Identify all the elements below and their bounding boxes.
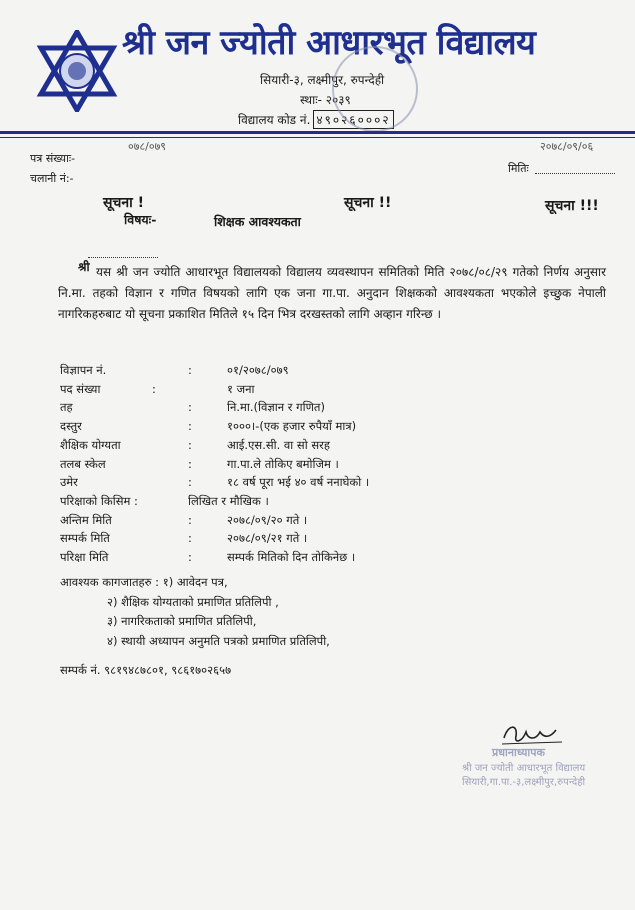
document-item: २) शैक्षिक योग्यताको प्रमाणित प्रतिलिपी , bbox=[107, 595, 279, 609]
detail-value: नि.मा.(विज्ञान र गणित) bbox=[227, 400, 325, 415]
detail-value: १०००।-(एक हजार रुपैयाँ मात्र) bbox=[227, 419, 357, 434]
detail-colon: : bbox=[152, 381, 156, 396]
detail-value: गा.पा.ले तोकिए बमोजिम । bbox=[227, 456, 339, 471]
detail-value: १८ वर्ष पूरा भई ४० वर्ष ननाघेको । bbox=[227, 475, 370, 490]
detail-label: दस्तुर bbox=[60, 419, 82, 434]
detail-colon: : bbox=[188, 437, 192, 452]
detail-value: लिखित र मौखिक । bbox=[188, 493, 269, 508]
school-code-value: ४९०२६०००२ bbox=[313, 110, 393, 129]
detail-colon: : bbox=[188, 550, 192, 564]
salutation: श्री bbox=[78, 260, 90, 274]
signature-school: श्री जन ज्योती आधारभूत विद्यालय bbox=[462, 763, 586, 774]
header-rule-thick bbox=[0, 131, 635, 134]
detail-label: पद संख्या bbox=[60, 381, 101, 396]
fiscal-year: ०७८/०७९ bbox=[128, 140, 167, 153]
detail-colon: : bbox=[188, 531, 192, 546]
detail-label: परिक्षा मिति bbox=[60, 550, 109, 564]
notice-heading-1: सूचना ! bbox=[103, 195, 145, 211]
documents-heading: आवश्यक कागजातहरु : १) आवेदन पत्र, bbox=[60, 575, 228, 589]
detail-value: सम्पर्क मितिको दिन तोकिनेछ । bbox=[227, 550, 356, 564]
document-item: ४) स्थायी अध्यापन अनुमति पत्रको प्रमाणित प्रतिलिपी, bbox=[107, 634, 330, 648]
detail-label: विज्ञापन नं. bbox=[60, 363, 107, 377]
detail-label: शैक्षिक योग्यता bbox=[60, 437, 121, 452]
office-stamp bbox=[332, 46, 418, 132]
handwritten-date: २०७८/०९/०६ bbox=[540, 140, 594, 153]
detail-label: उमेर bbox=[60, 475, 78, 490]
salutation-line bbox=[88, 257, 158, 258]
dispatch-number-label: चलानी नं:- bbox=[30, 172, 74, 185]
school-address: सियारी-३, लक्ष्मीपुर, रुपन्देही bbox=[260, 73, 385, 87]
contact-numbers: सम्पर्क नं. ९८१९४८७८०१, ९८६१७०२६५७ bbox=[60, 663, 232, 677]
detail-colon: : bbox=[188, 512, 192, 527]
detail-label: तह bbox=[60, 400, 73, 415]
signature-address: सियारी,गा.पा.-३,लक्ष्मीपुर,रुपन्देही bbox=[462, 777, 586, 788]
notice-heading-3: सूचना !!! bbox=[545, 198, 599, 214]
letter-number-label: पत्र संख्याः- bbox=[30, 152, 76, 165]
detail-value: २०७८/०९/२० गते । bbox=[227, 512, 308, 527]
detail-label: सम्पर्क मिति bbox=[60, 531, 110, 546]
detail-label: परिक्षाको किसिम : bbox=[60, 493, 138, 508]
established-year: स्थाः- २०३९ bbox=[300, 93, 351, 107]
detail-value: २०७८/०९/२१ गते । bbox=[227, 531, 308, 546]
notice-heading-2: सूचना !! bbox=[344, 195, 392, 211]
signature bbox=[498, 720, 568, 748]
school-logo bbox=[36, 30, 118, 112]
subject-value: शिक्षक आवश्यकता bbox=[214, 214, 301, 229]
detail-value: १ जना bbox=[227, 381, 255, 396]
detail-colon: : bbox=[188, 475, 192, 490]
detail-colon: : bbox=[188, 419, 192, 434]
detail-label: तलब स्केल bbox=[60, 456, 106, 471]
detail-colon: : bbox=[188, 400, 192, 415]
school-code-label: विद्यालय कोड नं. bbox=[238, 113, 311, 127]
date-label: मितिः bbox=[508, 162, 529, 175]
detail-value: आई.एस.सी. वा सो सरह bbox=[227, 437, 330, 452]
document-item: ३) नागरिकताको प्रमाणित प्रतिलिपी, bbox=[107, 614, 257, 628]
detail-label: अन्तिम मिति bbox=[60, 512, 112, 527]
subject-label: विषयः- bbox=[124, 212, 157, 227]
body-paragraph: यस श्री जन ज्योति आधारभूत विद्यालयको विद्यालय व्यवस्थापन समितिको मिति २०७८/०८/२९ गतेको निर्णय अनुसार नि.मा. तहको विज्ञान र गणित विषयको लागि एक जना गा.पा. अनुदान शिक्षकको आवश्यकता भएकोले इच्छुक नेपाली नागरिकहरुबाट यो सूचना प्रकाशित मितिले १५ दिन भित्र दरखस्तको लागि अव्हान गरिन्छ । bbox=[58, 265, 606, 321]
school-name: श्री जन ज्योती आधारभूत विद्यालय bbox=[122, 23, 536, 63]
header-rule-thin bbox=[0, 137, 635, 138]
detail-value: ०१/२०७८/०७९ bbox=[227, 363, 289, 377]
detail-colon: : bbox=[188, 456, 192, 471]
signature-title: प्रधानाध्यापक bbox=[492, 746, 545, 759]
detail-colon: : bbox=[188, 363, 192, 377]
date-line bbox=[535, 173, 615, 174]
